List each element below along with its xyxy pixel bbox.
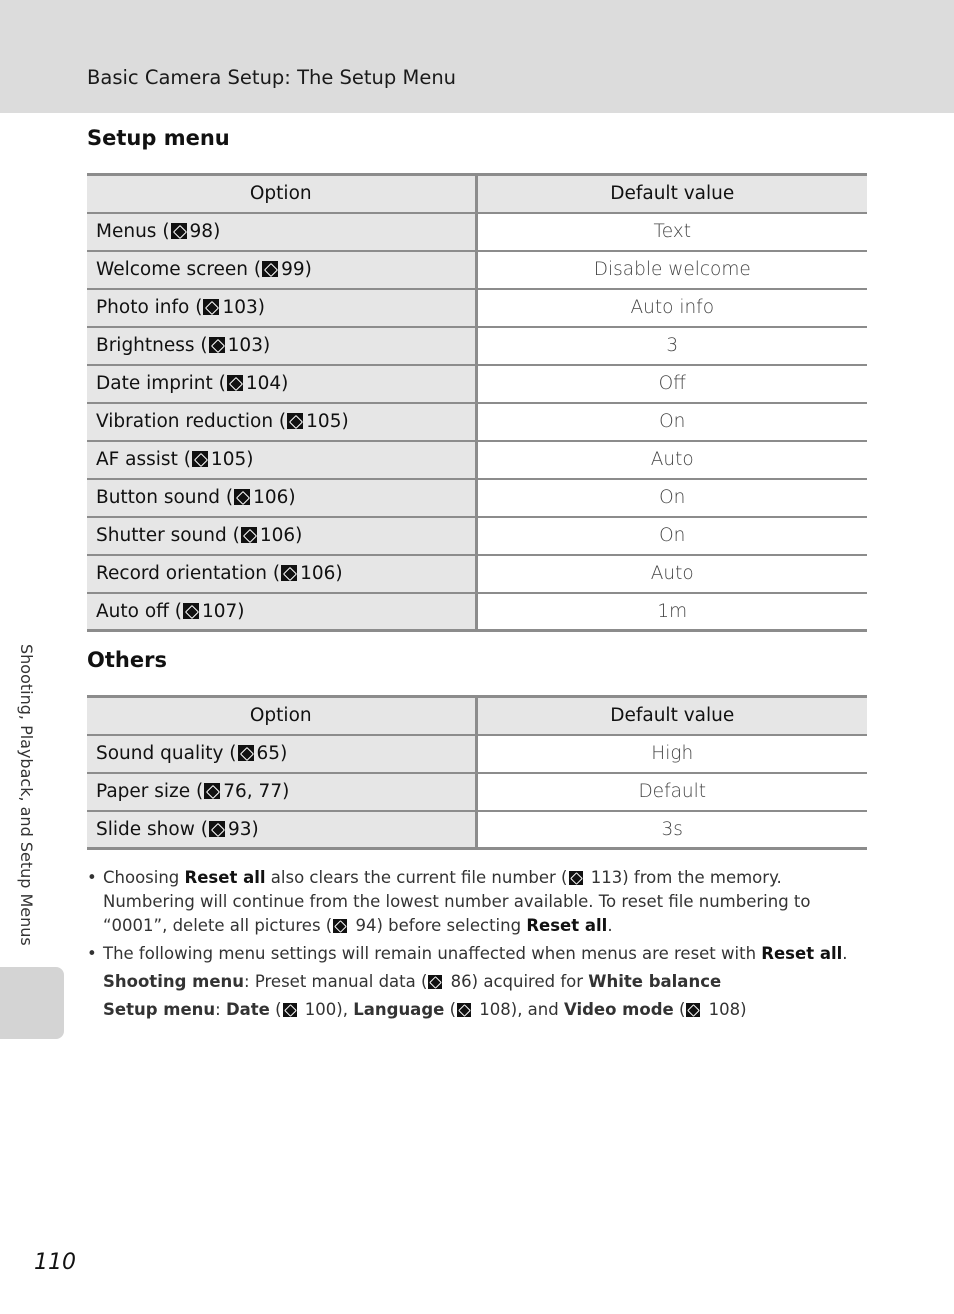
table-row [87, 517, 867, 555]
option-label: Paper size ( [96, 781, 204, 802]
default-value-cell: High [476, 735, 867, 773]
note-text: ( [673, 1000, 686, 1019]
note-reset-file-number [87, 866, 877, 938]
option-label: Welcome screen ( [96, 259, 262, 280]
column-header-option: Option [87, 697, 476, 735]
table-row [87, 213, 867, 251]
page-reference-icon [283, 1003, 297, 1017]
default-value-cell: Disable welcome [476, 251, 867, 289]
page-reference: 106) [253, 487, 296, 508]
note-bold: Reset all [526, 916, 608, 935]
table-header-row [87, 175, 867, 213]
note-text: . [842, 944, 848, 963]
page-reference-icon [204, 783, 220, 799]
note-text: The following menu settings will remain unaffected when menus are reset with [103, 944, 762, 963]
page-reference-icon [333, 919, 347, 933]
note-bold: Setup menu [103, 1000, 216, 1019]
column-header-default: Default value [476, 697, 867, 735]
page-reference-icon [192, 451, 208, 467]
note-text: also clears the current file number ( [265, 868, 568, 887]
option-label: Shutter sound ( [96, 525, 240, 546]
bullet: • [87, 944, 97, 963]
option-label: Vibration reduction ( [96, 411, 287, 432]
option-cell [87, 251, 476, 289]
note-bold: Reset all [761, 944, 843, 963]
page-reference-icon [569, 871, 583, 885]
note-text: ( [444, 1000, 457, 1019]
table-row [87, 327, 867, 365]
option-cell [87, 479, 476, 517]
note-bold: Date [225, 1000, 270, 1019]
shooting-menu-line [87, 970, 877, 994]
page-reference-icon [287, 413, 303, 429]
page-reference-icon [227, 375, 243, 391]
note-text: 100), [299, 1000, 354, 1019]
table-row [87, 289, 867, 327]
option-cell [87, 517, 476, 555]
default-value-cell: On [476, 479, 867, 517]
page-reference: 105) [306, 411, 349, 432]
note-text: ( [269, 1000, 282, 1019]
default-value-cell: 1m [476, 593, 867, 631]
table-row [87, 441, 867, 479]
table-row [87, 479, 867, 517]
page-reference: 105) [210, 449, 254, 470]
option-cell [87, 593, 476, 631]
note-bold: Shooting menu [103, 972, 245, 991]
note-text: Choosing [103, 868, 185, 887]
side-thumb-tab [0, 967, 64, 1039]
column-header-option: Option [87, 175, 476, 213]
default-value-cell: Auto [476, 441, 867, 479]
option-cell [87, 213, 476, 251]
page-reference: 104) [245, 373, 289, 394]
option-label: Brightness ( [96, 335, 208, 356]
running-header: Basic Camera Setup: The Setup Menu [87, 66, 457, 89]
note-text: : [215, 1000, 226, 1019]
page-reference: 106) [259, 525, 303, 546]
note-text: . [607, 916, 613, 935]
table-row [87, 593, 867, 631]
page-reference-icon [171, 223, 187, 239]
note-bold: Reset all [184, 868, 266, 887]
note-text: 94) before selecting [350, 916, 527, 935]
table-row [87, 251, 867, 289]
page-reference-icon [241, 527, 257, 543]
others-heading: Others [87, 648, 167, 672]
option-cell [87, 555, 476, 593]
note-text: 108) [703, 1000, 747, 1019]
page-reference-icon [238, 745, 254, 761]
table-header-row [87, 697, 867, 735]
page-reference-icon [209, 337, 225, 353]
option-cell [87, 811, 476, 849]
default-value-cell: 3 [476, 327, 867, 365]
option-label: Menus ( [96, 221, 170, 242]
default-value-cell: Off [476, 365, 867, 403]
page-reference: 107) [202, 600, 245, 622]
page-reference: 99) [281, 259, 312, 280]
option-label: Auto off ( [96, 600, 182, 622]
table-row [87, 773, 867, 811]
page-reference-icon [234, 489, 250, 505]
page-number: 110 [34, 1250, 76, 1275]
note-bold: Video mode [563, 1000, 674, 1019]
page-reference-icon [457, 1003, 471, 1017]
option-label: Date imprint ( [96, 373, 226, 394]
option-label: Button sound ( [96, 487, 234, 508]
option-cell [87, 441, 476, 479]
column-header-default: Default value [476, 175, 867, 213]
option-label: Sound quality ( [96, 743, 237, 764]
setup-menu-table [87, 173, 867, 632]
side-section-label: Shooting, Playback, and Setup Menus [17, 644, 36, 946]
page-reference: 65) [256, 743, 288, 764]
table-row [87, 811, 867, 849]
setup-menu-heading: Setup menu [87, 126, 230, 150]
option-cell [87, 773, 476, 811]
page-reference-icon [262, 261, 278, 277]
others-table [87, 695, 867, 850]
note-text: 86) acquired for [445, 972, 589, 991]
default-value-cell: 3s [476, 811, 867, 849]
note-text: 113) from the memory. Numbering will continue from the lowest number available. To reset file numbering to “0001”, delete all pictures ( [103, 868, 811, 935]
header-band [0, 0, 954, 113]
page-reference-icon [428, 975, 442, 989]
page-reference: 76, 77) [223, 781, 290, 802]
note-text: 108), and [474, 1000, 564, 1019]
default-value-cell: On [476, 403, 867, 441]
default-value-cell: Text [476, 213, 867, 251]
page-reference-icon [183, 603, 199, 619]
option-label: Slide show ( [96, 818, 208, 840]
page-reference: 103) [222, 297, 265, 318]
option-label: Record orientation ( [96, 563, 281, 584]
option-cell [87, 403, 476, 441]
option-label: Photo info ( [96, 297, 203, 318]
default-value-cell: On [476, 517, 867, 555]
table-row [87, 735, 867, 773]
page-reference: 103) [227, 335, 271, 356]
table-row [87, 555, 867, 593]
option-cell [87, 327, 476, 365]
option-cell [87, 289, 476, 327]
option-label: AF assist ( [96, 449, 191, 470]
page-reference: 106) [300, 563, 343, 584]
default-value-cell: Auto info [476, 289, 867, 327]
table-row [87, 365, 867, 403]
notes-section [87, 866, 877, 1022]
note-bold: White balance [588, 972, 722, 991]
page-reference: 98) [189, 221, 221, 242]
page-reference-icon [209, 821, 225, 837]
default-value-cell: Auto [476, 555, 867, 593]
option-cell [87, 735, 476, 773]
page-reference-icon [281, 565, 297, 581]
default-value-cell: Default [476, 773, 867, 811]
page-reference: 93) [227, 818, 259, 840]
option-cell [87, 365, 476, 403]
note-unaffected-settings [87, 942, 877, 966]
note-bold: Language [353, 1000, 445, 1019]
table-row [87, 403, 867, 441]
note-text: : Preset manual data ( [244, 972, 428, 991]
page-reference-icon [686, 1003, 700, 1017]
bullet: • [87, 868, 97, 887]
page-reference-icon [203, 299, 219, 315]
setup-menu-line [87, 998, 877, 1022]
